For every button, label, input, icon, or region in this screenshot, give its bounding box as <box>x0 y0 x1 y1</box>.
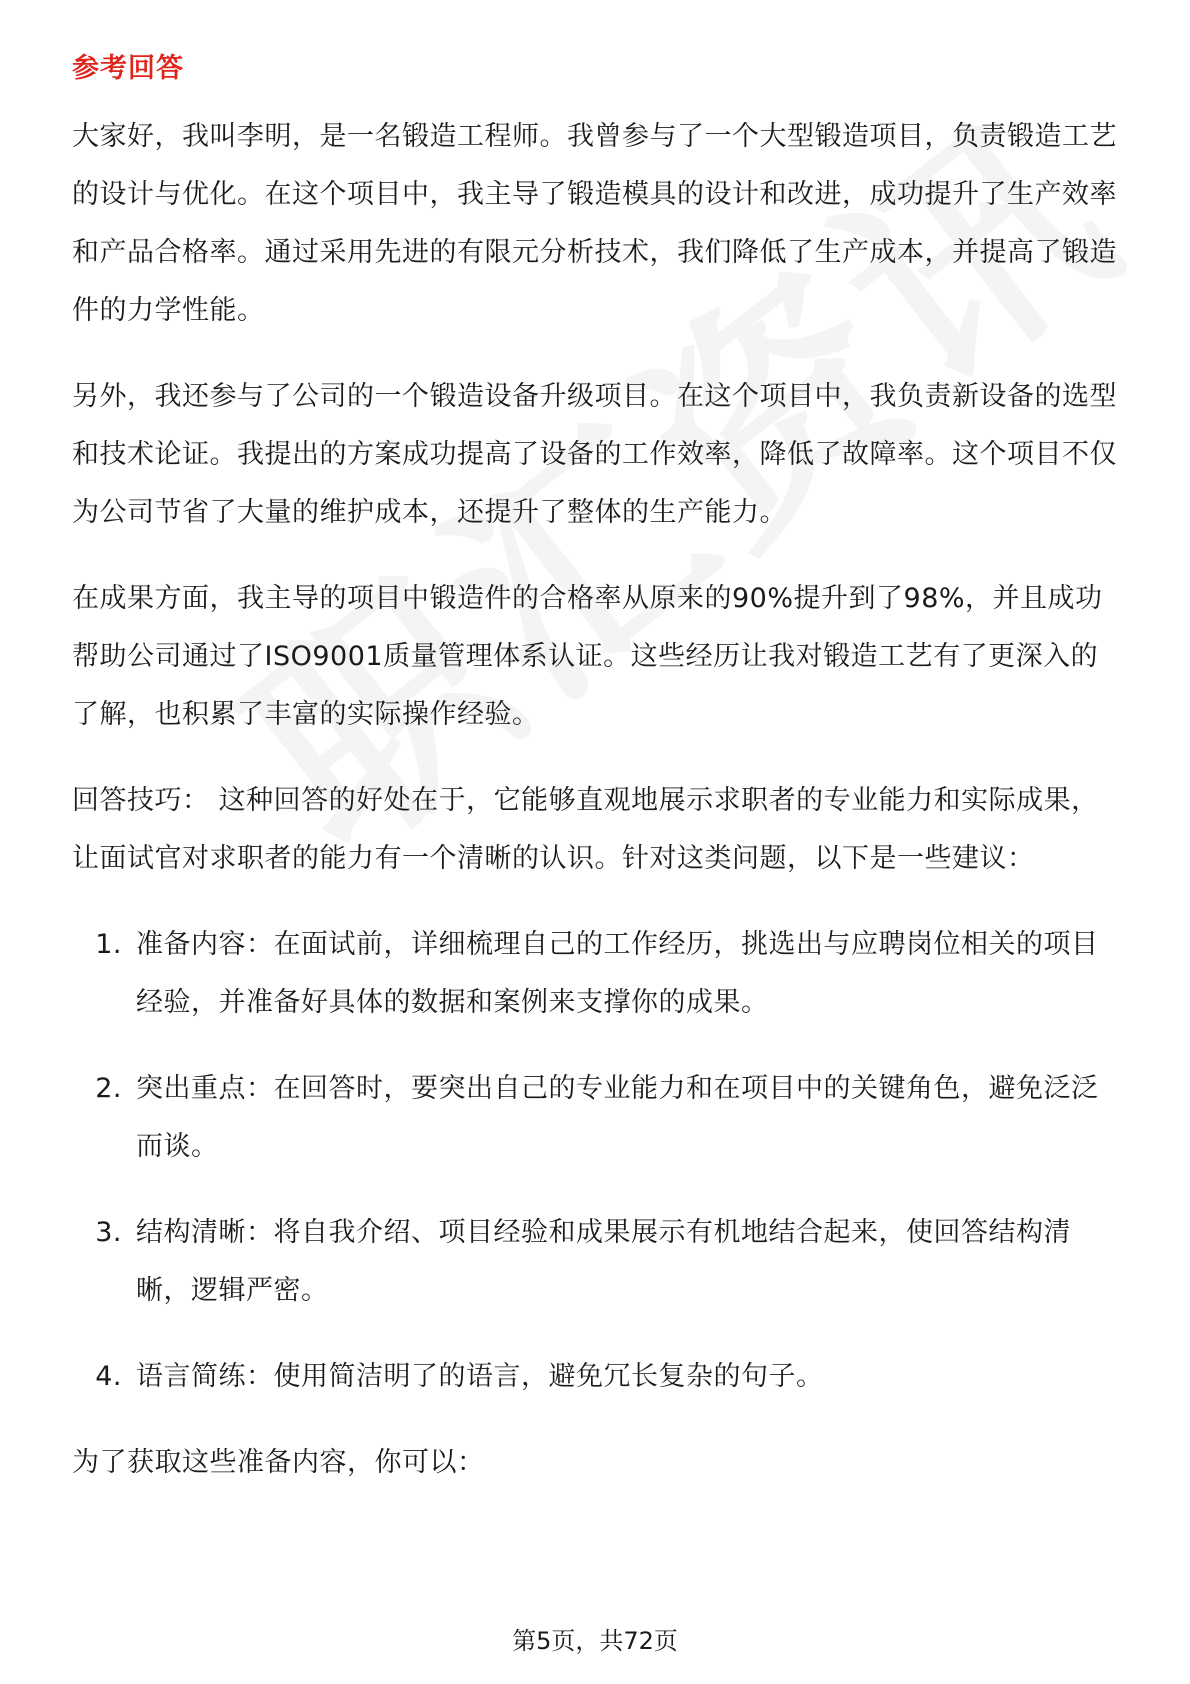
list-item <box>72 916 1122 1032</box>
answer-paragraph-1: 大家好，我叫李明，是一名锻造工程师。我曾参与了一个大型锻造项目，负责锻造工艺的设计与优化。在这个项目中，我主导了锻造模具的设计和改进，成功提升了生产效率和产品合格率。通过采用先进的有限元分析技术，我们降低了生产成本，并提高了锻造件的力学性能。 <box>72 120 1117 326</box>
tips-list <box>72 916 1122 1406</box>
list-number: 4 . <box>72 1348 126 1406</box>
list-number: 3 . <box>72 1204 126 1320</box>
closing-paragraph: 为了获取这些准备内容，你可以： <box>72 1446 485 1478</box>
list-number: 2 . <box>72 1060 126 1176</box>
answer-paragraph-2: 另外，我还参与了公司的一个锻造设备升级项目。在这个项目中，我负责新设备的选型和技术论证。我提出的方案成功提高了设备的工作效率，降低了故障率。这个项目不仅为公司节省了大量的维护成本，还提升了整体的生产能力。 <box>72 380 1117 528</box>
list-item <box>72 1204 1122 1320</box>
list-text: 结构清晰：将自我介绍、项目经验和成果展示有机地结合起来，使回答结构清晰，逻辑严密。 <box>136 1216 1071 1306</box>
answer-tips-intro: 回答技巧： 这种回答的好处在于，它能够直观地展示求职者的专业能力和实际成果，让面试官对求职者的能力有一个清晰的认识。针对这类问题，以下是一些建议： <box>72 784 1099 874</box>
list-text: 语言简练：使用简洁明了的语言，避免冗长复杂的句子。 <box>136 1360 824 1392</box>
list-text: 准备内容：在面试前，详细梳理自己的工作经历，挑选出与应聘岗位相关的项目经验，并准备好具体的数据和案例来支撑你的成果。 <box>136 928 1099 1018</box>
document-page <box>72 42 1122 1520</box>
list-item <box>72 1060 1122 1176</box>
list-number: 1 . <box>72 916 126 1032</box>
page-footer: 第5页，共72页 <box>512 1627 678 1655</box>
section-heading: 参考回答 <box>72 53 184 84</box>
list-text: 突出重点：在回答时，要突出自己的专业能力和在项目中的关键角色，避免泛泛而谈。 <box>136 1072 1099 1162</box>
list-item <box>72 1348 1122 1406</box>
answer-paragraph-3: 在成果方面，我主导的项目中锻造件的合格率从原来的90%提升到了98%，并且成功帮助公司通过了ISO9001质量管理体系认证。这些经历让我对锻造工艺有了更深入的了解，也积累了丰富的实际操作经验。 <box>72 582 1103 730</box>
